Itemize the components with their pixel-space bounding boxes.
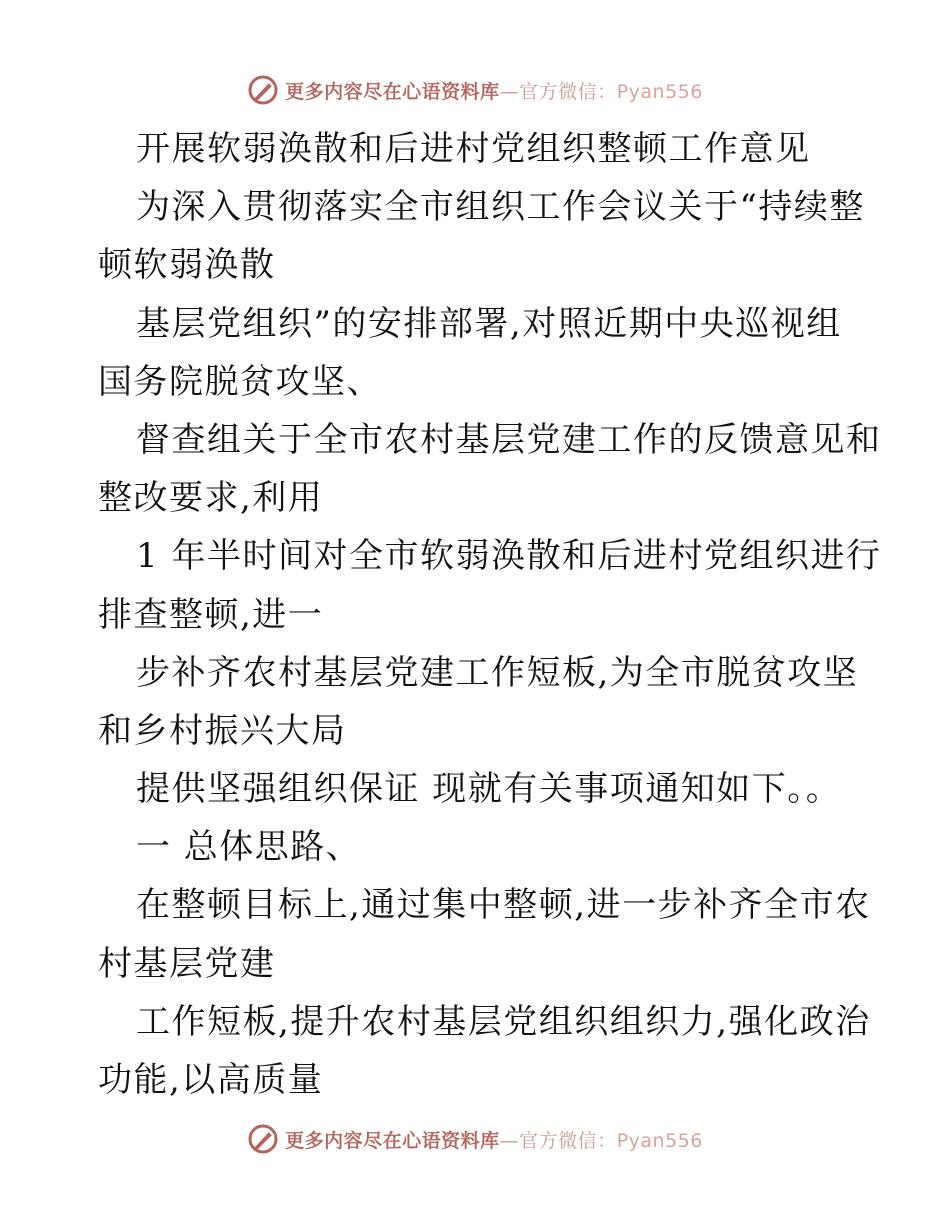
document-line: 工作短板,提升农村基层党组织组织力,强化政治 xyxy=(136,1001,871,1042)
document-line: 提供坚强组织保证 现就有关事项通知如下。。 xyxy=(136,769,842,810)
document-line: 顿软弱涣散 xyxy=(98,245,276,286)
document-line: 步补齐农村基层党建工作短板,为全市脱贫攻坚 xyxy=(136,652,859,693)
document-line: 为深入贯彻落实全市组织工作会议关于“持续整 xyxy=(136,187,865,228)
watermark-handle: Pyan556 xyxy=(616,1129,703,1152)
watermark-main-text: 更多内容尽在心语资料库 xyxy=(285,80,500,103)
document-line: 督查组关于全市农村基层党建工作的反馈意见和 xyxy=(136,419,882,460)
watermark-separator: — xyxy=(499,1129,520,1152)
document-line: 排查整顿,进一 xyxy=(98,594,324,635)
section-heading: 一 总体思路、 xyxy=(136,827,362,868)
header-watermark xyxy=(0,70,950,110)
watermark-text xyxy=(285,77,703,104)
watermark-main-text: 更多内容尽在心语资料库 xyxy=(285,1129,500,1152)
watermark-separator: — xyxy=(499,80,520,103)
watermark-suffix-text: 官方微信： xyxy=(519,1129,617,1152)
document-line: 和乡村振兴大局 xyxy=(98,710,347,751)
document-line: 村基层党建 xyxy=(98,943,276,984)
quill-logo-icon xyxy=(247,1123,279,1155)
document-line: 1 年半时间对全市软弱涣散和后进村党组织进行 xyxy=(136,536,882,577)
document-line: 国务院脱贫攻坚、 xyxy=(98,361,382,402)
footer-watermark xyxy=(0,1119,950,1159)
watermark-suffix-text: 官方微信： xyxy=(519,80,617,103)
document-line: 整改要求,利用 xyxy=(98,478,324,519)
document-line: 基层党组织”的安排部署,对照近期中央巡视组 xyxy=(136,303,842,344)
watermark-handle: Pyan556 xyxy=(616,80,703,103)
quill-logo-icon xyxy=(247,74,279,106)
watermark-text xyxy=(285,1126,703,1153)
document-body xyxy=(98,120,882,1109)
document-line: 功能,以高质量 xyxy=(98,1060,324,1100)
document-line-title: 开展软弱涣散和后进村党组织整顿工作意见 xyxy=(136,129,811,169)
document-line: 在整顿目标上,通过集中整顿,进一步补齐全市农 xyxy=(136,885,871,926)
